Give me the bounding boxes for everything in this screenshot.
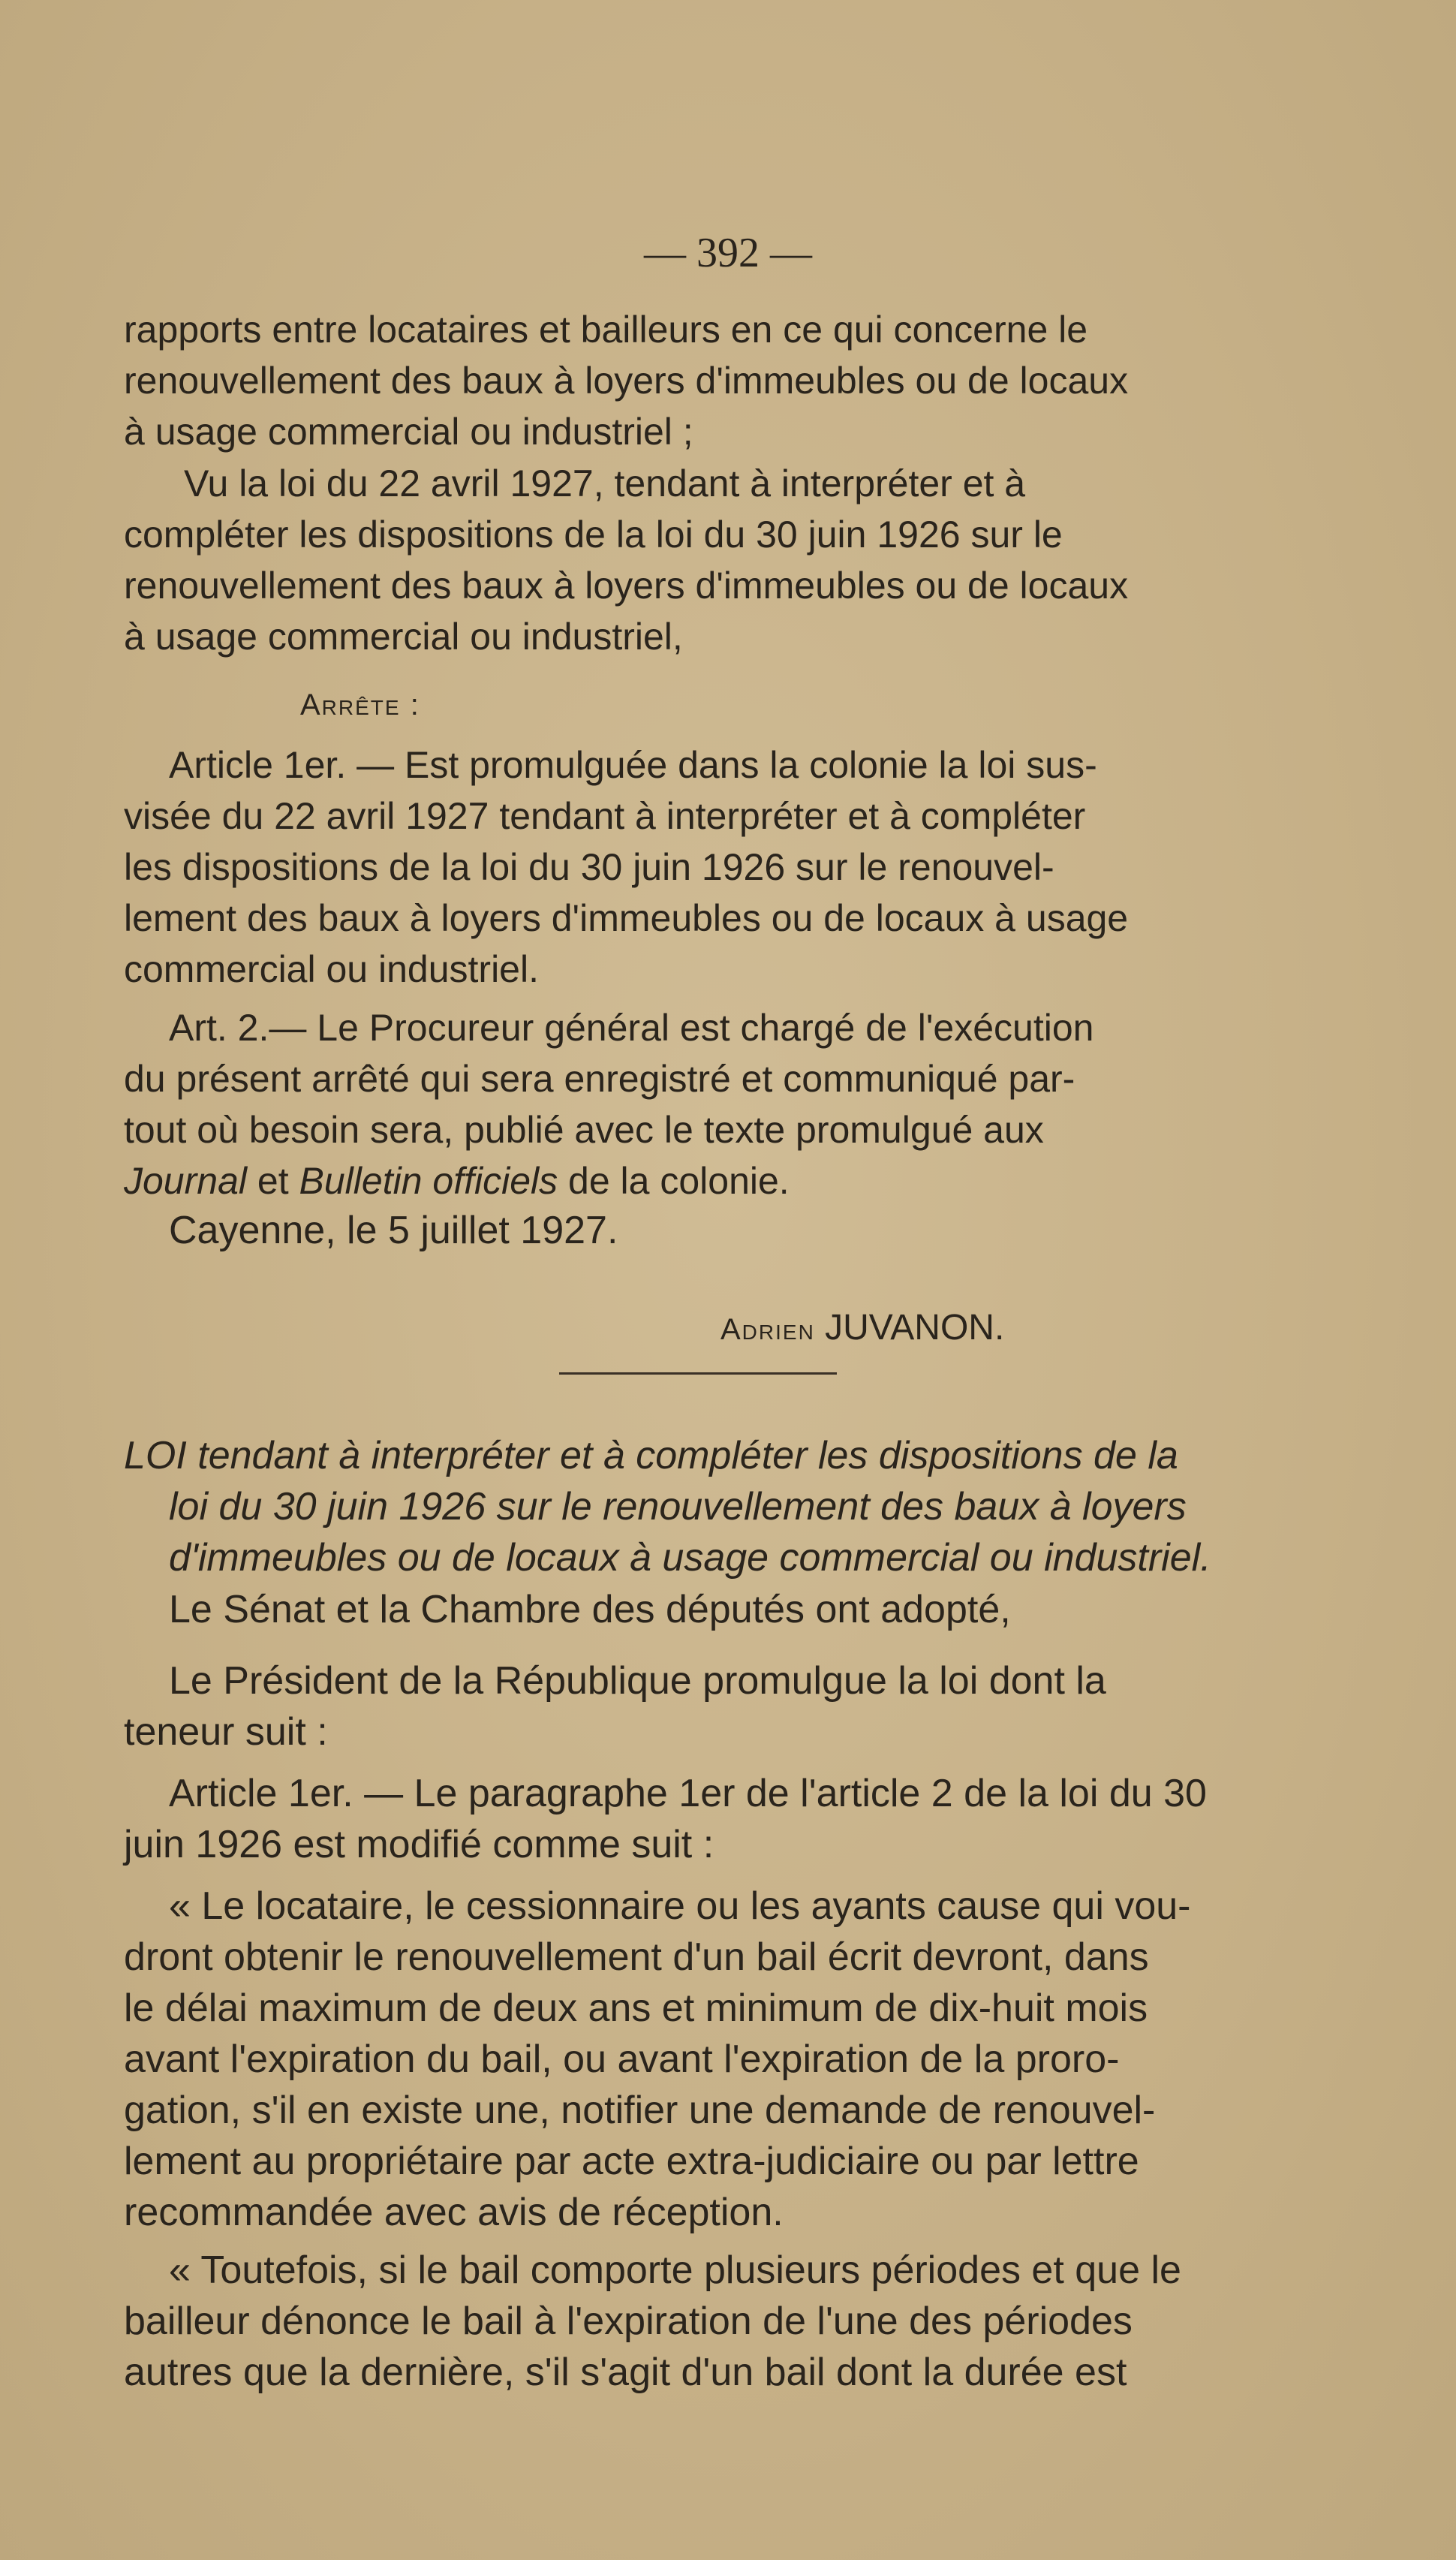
text-line: dront obtenir le renouvellement d'un bail écrit devront, dans	[124, 1935, 1149, 1979]
place-date-text: Cayenne, le 5 juillet 1927.	[169, 1209, 618, 1252]
arrete-heading-text: Arrête :	[300, 688, 420, 721]
text-line	[124, 1155, 1272, 1206]
arrete-vu	[124, 458, 1272, 662]
text-line: gation, s'il en existe une, notifier une demande de renouvel-	[124, 2089, 1156, 2132]
text-line: « Toutefois, si le bail comporte plusieurs périodes et que le	[169, 2248, 1181, 2292]
text-line: Article 1er. — Est promulguée dans la colonie la loi sus-	[169, 744, 1097, 786]
text-line: « Le locataire, le cessionnaire ou les ayants cause qui vou-	[169, 1884, 1191, 1928]
text-line: d'immeubles ou de locaux à usage commercial ou industriel.	[169, 1536, 1211, 1580]
text-line: du présent arrêté qui sera enregistré et communiqué par-	[124, 1058, 1075, 1100]
text-line: les dispositions de la loi du 30 juin 1926 sur le renouvel-	[124, 846, 1054, 888]
conjunction: et	[257, 1160, 289, 1202]
text-line: renouvellement des baux à loyers d'immeubles ou de locaux	[124, 565, 1129, 607]
text-fragment: de la colonie.	[568, 1160, 790, 1202]
arrete-article-2	[124, 1002, 1272, 1206]
text-line: LOI tendant à interpréter et à compléter les dispositions de la	[124, 1434, 1178, 1477]
text-line: bailleur dénonce le bail à l'expiration de l'une des périodes	[124, 2299, 1133, 2343]
arrete-heading	[300, 679, 751, 730]
text-line: teneur suit :	[124, 1710, 328, 1754]
text-line: lement des baux à loyers d'immeubles ou de locaux à usage	[124, 897, 1129, 939]
section-divider	[559, 1372, 837, 1375]
text-line: recommandée avec avis de réception.	[124, 2191, 784, 2234]
text-line: avant l'expiration du bail, ou avant l'expiration de la proro-	[124, 2037, 1120, 2081]
journal-title: Journal	[124, 1160, 247, 1202]
text-line: autres que la dernière, s'il s'agit d'un bail dont la durée est	[124, 2351, 1127, 2394]
bulletin-title: Bulletin officiels	[299, 1160, 558, 1202]
text-line: à usage commercial ou industriel ;	[124, 411, 693, 453]
president-paragraph	[124, 1655, 1272, 1757]
signature	[720, 1303, 1246, 1355]
text-line: juin 1926 est modifié comme suit :	[124, 1823, 714, 1866]
text-line: compléter les dispositions de la loi du 30 juin 1926 sur le	[124, 514, 1063, 556]
senat-line	[124, 1584, 1272, 1635]
text-line: Article 1er. — Le paragraphe 1er de l'article 2 de la loi du 30	[169, 1772, 1207, 1815]
text-line: à usage commercial ou industriel,	[124, 616, 683, 658]
text-line: tout où besoin sera, publié avec le texte promulgué aux	[124, 1109, 1044, 1151]
text-line: commercial ou industriel.	[124, 948, 539, 990]
place-date	[124, 1205, 1272, 1256]
arrete-article-1	[124, 739, 1272, 995]
text-line: lement au propriétaire par acte extra-judiciaire ou par lettre	[124, 2140, 1139, 2183]
loi-title	[124, 1430, 1272, 1583]
text-line: Art. 2.— Le Procureur général est chargé de l'exécution	[169, 1007, 1094, 1049]
text-line: visée du 22 avril 1927 tendant à interpréter et à compléter	[124, 795, 1086, 837]
text-line: Le Président de la République promulgue la loi dont la	[169, 1659, 1106, 1703]
signature-name: JUVANON.	[825, 1308, 1005, 1348]
loi-article-1	[124, 1768, 1272, 1870]
senat-text: Le Sénat et la Chambre des députés ont adopté,	[169, 1588, 1011, 1631]
text-line: rapports entre locataires et bailleurs en ce qui concerne le	[124, 309, 1088, 351]
page-number: — 392 —	[644, 230, 812, 276]
text-line: loi du 30 juin 1926 sur le renouvellement des baux à loyers	[169, 1485, 1187, 1528]
arrete-intro	[124, 304, 1272, 457]
text-line: le délai maximum de deux ans et minimum de dix-huit mois	[124, 1986, 1148, 2030]
text-line: renouvellement des baux à loyers d'immeubles ou de locaux	[124, 360, 1129, 402]
quote-paragraph-1	[124, 1881, 1272, 2238]
quote-paragraph-2	[124, 2245, 1272, 2398]
signature-first: Adrien	[720, 1313, 815, 1346]
text-line: Vu la loi du 22 avril 1927, tendant à interpréter et à	[184, 462, 1026, 504]
